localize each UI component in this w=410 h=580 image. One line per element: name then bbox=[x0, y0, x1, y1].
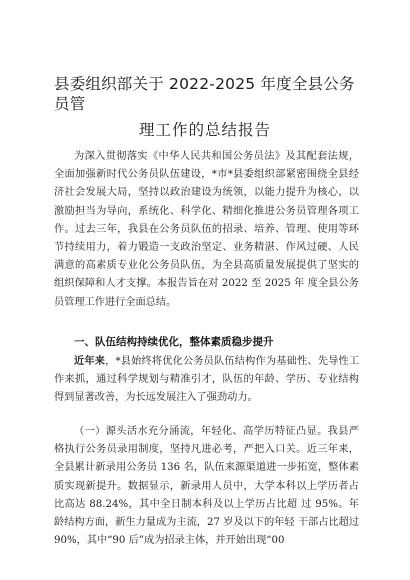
paragraph-body-text: ，*县始终将优化公务员队伍结构作为基础性、先导性工作来抓，通过科学规划与精准引才，队伍的年龄、学历、专业结构得到显著改善，为长远发展注入了强劲动力。 bbox=[54, 356, 360, 404]
document-subtitle: 理工作的总结报告 bbox=[138, 121, 271, 139]
document-title: 县委组织部关于 2022-2025 年度全县公务员管 bbox=[54, 75, 355, 113]
paragraph-lead-text: 近年来 bbox=[74, 355, 106, 367]
section-1-paragraph bbox=[54, 352, 359, 408]
subsection-1-paragraph: （一）源头活水充分涌流，年轻化、高学历特征凸显。我县严格执行公务员录用制度，坚持凡进必考，严把入口关。近三年来，全县累计新录用公务员 136 名，队伍来源渠道进一步拓宽，整体素质实现新提升。数据显示，新录用人员中，大学本科以上学历者占比高达 88.24%，其中全日制本科及以上学历占比超 过 95%。年龄结构方面，新生力量成为主流，27 岁及以下的年轻 干部占比超过 90%，其中“90 后”成为招录主体，并开始出现“00 bbox=[54, 426, 359, 547]
intro-paragraph: 为深入贯彻落实《中华人民共和国公务员法》及其配套法规，全面加强新时代公务员队伍建设，*市*县委组织部紧密围绕全县经济社会发展大局，坚持以政治建设为统领，以能力提升为核心，以激励担当为导向，系统化、科学化、精细化推进公务员管理各项工作。过去三年，我县在公务员队伍的招录、培养、管理、使用等环节持续用力，着力锻造一支政治坚定、业务精湛、作风过硬、人民满意的高素质专业化公务员队伍，为全县高质量发展提供了坚实的组织保障和人才支撑。本报告旨在对 2022 至 2025 年 度全县公务员管理工作进行全面总结。 bbox=[54, 151, 359, 308]
section-heading-1: 一、队伍结构持续优化，整体素质稳步提升 bbox=[74, 336, 274, 348]
